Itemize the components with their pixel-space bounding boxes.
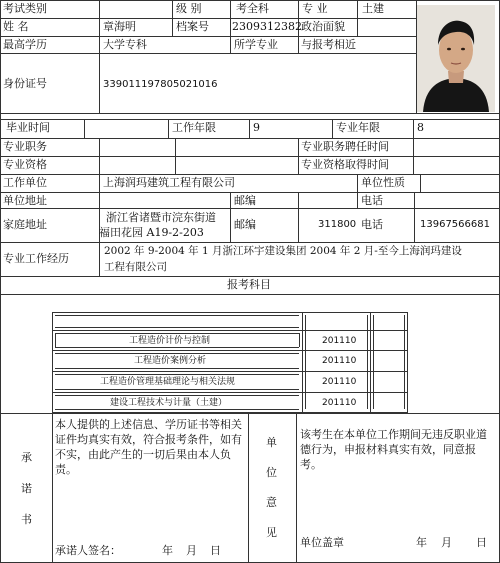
- rule: [84, 119, 85, 138]
- label-title-appointment-time: 专业职务聘任时间: [301, 140, 389, 153]
- rule: [52, 412, 408, 413]
- rule: [55, 327, 299, 328]
- rule: [52, 392, 408, 393]
- label-postcode-1: 邮编: [234, 194, 256, 207]
- label-specialty: 专 业: [302, 2, 328, 15]
- rule: [230, 192, 231, 242]
- rule: [0, 0, 500, 1]
- rule: [0, 413, 500, 414]
- label-employer-address: 单位地址: [3, 194, 47, 207]
- rule: [55, 333, 299, 334]
- rule: [52, 330, 408, 331]
- label-professional-qualification: 专业资格: [3, 158, 47, 171]
- commitment-text: 本人提供的上述信息、学历证书等相关证件均真实有效，符合报考条件，如有不实，由此产生的一切后果由本人负责。: [55, 418, 242, 476]
- rule: [230, 0, 231, 53]
- rule: [413, 119, 414, 138]
- unit-seal-label: 单位盖章: [300, 536, 344, 549]
- label-phone-1: 电话: [361, 194, 383, 207]
- label-graduation-time: 毕业时间: [6, 121, 50, 134]
- rule: [370, 312, 371, 412]
- rule: [0, 174, 500, 175]
- rule: [357, 0, 358, 36]
- rule: [55, 368, 299, 369]
- value-id-number: 339011197805021016: [103, 79, 218, 90]
- value-phone-2: 13967566681: [420, 219, 490, 230]
- rule: [175, 138, 176, 174]
- rule: [52, 350, 408, 351]
- unit-opinion-day: 日: [476, 536, 487, 549]
- label-phone-2: 电话: [361, 218, 383, 231]
- rule: [0, 192, 500, 193]
- unit-opinion-vertical-label: 意: [266, 496, 277, 509]
- rule: [420, 174, 421, 192]
- commitment-vertical-label: 诺: [21, 482, 32, 495]
- rule: [407, 312, 408, 412]
- rule: [52, 413, 53, 563]
- label-employer: 工作单位: [3, 176, 47, 189]
- value-employer: 上海润玛建筑工程有限公司: [103, 176, 235, 189]
- commitment-vertical-label: 书: [21, 513, 32, 526]
- value-work-years: 9: [253, 121, 260, 134]
- rule: [305, 315, 306, 409]
- rule: [0, 53, 416, 54]
- value-specialty-years: 8: [417, 121, 424, 134]
- rule: [296, 413, 297, 563]
- label-work-years: 工作年限: [172, 121, 216, 134]
- value-home-address-line2: 福田花园 A19-2-203: [99, 226, 204, 239]
- label-exam-subjects: 报考科目: [227, 278, 271, 291]
- commitment-year: 年: [162, 544, 173, 557]
- rule: [55, 409, 299, 410]
- unit-opinion-text: 该考生在本单位工作期间无违反职业道德行为，申报材料真实有效，同意报考。: [300, 428, 487, 471]
- rule: [55, 353, 299, 354]
- rule: [299, 333, 300, 347]
- rule: [99, 138, 100, 276]
- rule: [0, 18, 416, 19]
- subject-code: 201110: [322, 336, 357, 346]
- unit-opinion-vertical-label: 单: [266, 436, 277, 449]
- label-employer-type: 单位性质: [361, 176, 405, 189]
- subject-code: 201110: [322, 398, 357, 408]
- subject-code: 201110: [322, 356, 357, 366]
- value-home-address-line1: 浙江省诸暨市浣东街道: [106, 211, 216, 224]
- subject-name: 工程造价管理基础理论与相关法规: [100, 377, 236, 387]
- label-professional-title: 专业职务: [3, 140, 47, 153]
- rule: [0, 119, 500, 120]
- rule: [249, 119, 250, 138]
- rule: [404, 315, 405, 409]
- rule: [99, 53, 100, 113]
- rule: [0, 0, 1, 563]
- applicant-photo: [417, 5, 495, 112]
- rule: [298, 192, 299, 242]
- label-name: 姓 名: [3, 20, 29, 33]
- value-name: 章海明: [103, 20, 136, 33]
- rule: [298, 138, 299, 174]
- unit-opinion-year: 年: [416, 536, 427, 549]
- commitment-vertical-label: 承: [21, 451, 32, 464]
- rule: [0, 156, 500, 157]
- commitment-month: 月: [186, 544, 197, 557]
- rule: [0, 36, 416, 37]
- rule: [0, 208, 500, 209]
- value-level: 考全科: [236, 2, 269, 15]
- label-file-no: 档案号: [176, 20, 209, 33]
- rule: [414, 192, 415, 242]
- rule: [357, 174, 358, 208]
- label-level: 级 别: [176, 2, 202, 15]
- rule: [332, 119, 333, 138]
- rule: [302, 312, 303, 412]
- label-political-status: 政治面貌: [301, 20, 345, 33]
- rule: [0, 113, 500, 114]
- value-work-history-line2: 工程有限公司: [104, 261, 167, 273]
- unit-opinion-vertical-label: 见: [266, 526, 277, 539]
- rule: [55, 333, 56, 347]
- rule: [55, 389, 299, 390]
- rule: [367, 315, 368, 409]
- rule: [248, 413, 249, 563]
- rule: [0, 138, 500, 139]
- subject-name: 建设工程技术与计量（土建）: [110, 398, 228, 408]
- rule: [0, 242, 500, 243]
- rule: [373, 315, 374, 409]
- label-education: 最高学历: [3, 38, 47, 51]
- rule: [168, 119, 169, 138]
- label-home-address: 家庭地址: [3, 218, 47, 231]
- rule: [55, 374, 299, 375]
- commitment-day: 日: [210, 544, 221, 557]
- value-major-relation: 与报考相近: [301, 38, 356, 51]
- rule: [52, 312, 408, 313]
- value-file-no: 2309312382: [232, 20, 302, 33]
- value-education: 大学专科: [103, 38, 147, 51]
- subject-code: 201110: [322, 377, 357, 387]
- label-work-history: 专业工作经历: [3, 252, 69, 265]
- value-postcode-2: 311800: [318, 219, 357, 230]
- rule: [413, 138, 414, 174]
- rule: [55, 395, 299, 396]
- rule: [99, 0, 100, 53]
- portrait-image: [417, 5, 495, 112]
- value-specialty: 土建: [362, 2, 384, 15]
- label-exam-category: 考试类别: [3, 2, 47, 15]
- rule: [52, 312, 53, 412]
- rule: [0, 276, 500, 277]
- subject-name: 工程造价案例分析: [134, 356, 207, 366]
- rule: [0, 294, 500, 295]
- unit-opinion-month: 月: [441, 536, 452, 549]
- rule: [172, 0, 173, 36]
- label-postcode-2: 邮编: [234, 218, 256, 231]
- rule: [55, 315, 299, 316]
- value-work-history-line1: 2002 年 9-2004 年 1 月浙江环宇建设集团 2004 年 2 月-至今上海润玛建设: [104, 245, 462, 257]
- label-qualification-time: 专业资格取得时间: [301, 158, 389, 171]
- label-id-number: 身份证号: [3, 77, 47, 90]
- commitment-signature-label: 承诺人签名：: [55, 544, 121, 557]
- subject-name: 工程造价计价与控制: [129, 336, 211, 346]
- unit-opinion-vertical-label: 位: [266, 466, 277, 479]
- rule: [52, 371, 408, 372]
- label-specialty-years: 专业年限: [336, 121, 380, 134]
- label-major: 所学专业: [234, 38, 278, 51]
- rule: [55, 347, 299, 348]
